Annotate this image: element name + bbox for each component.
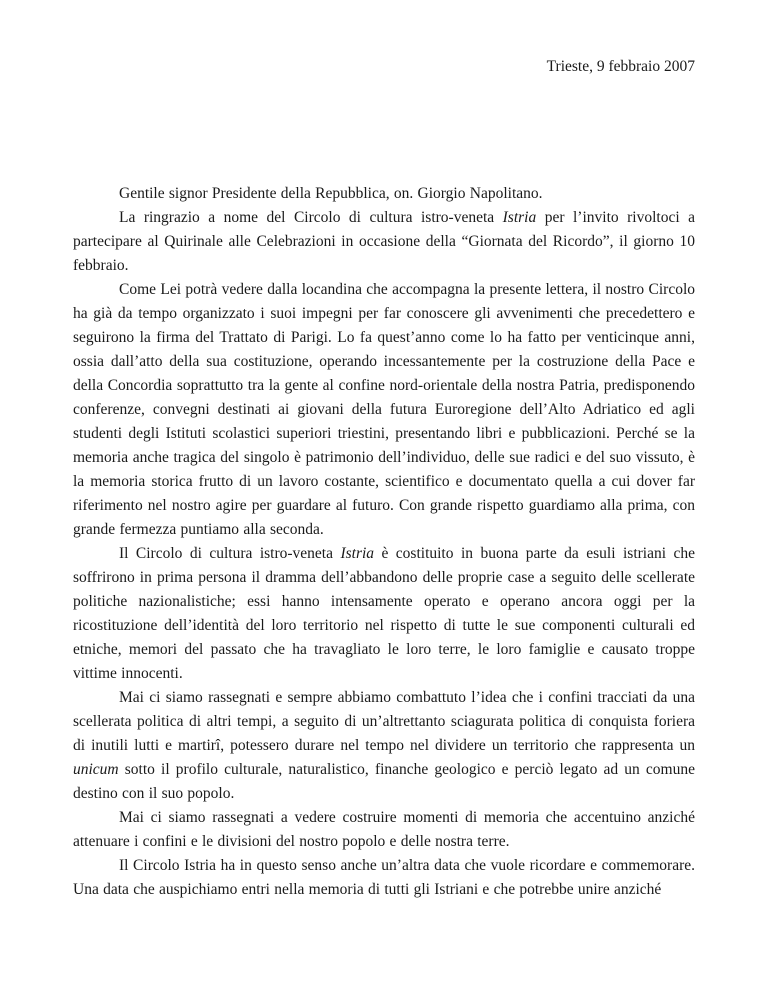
italic-run: Istria xyxy=(340,545,375,562)
italic-run: unicum xyxy=(73,761,119,778)
text-run: Il Circolo di cultura istro-veneta xyxy=(119,545,341,562)
text-run: Mai ci siamo rassegnati a vedere costruire momenti di memoria che accentuino anziché attenuare i confini e le divisioni del nostro popolo e delle nostra terre. xyxy=(73,809,695,850)
text-run: è costituito in buona parte da esuli istriani che soffrirono in prima persona il dramma dell’abbandono delle proprie case a seguito delle scellerate politiche nazionalistiche; essi hanno intensamente operato e operano ancora oggi per la ricostituzione dell’identità del loro territorio nel rispetto di tutte le sue componenti culturali ed etniche, memori del passato che ha travagliato le loro terre, le loro famiglie e causato troppe vittime innocenti. xyxy=(73,545,695,682)
letter-paragraph xyxy=(73,278,695,542)
text-run: Il Circolo Istria ha in questo senso anche un’altra data che vuole ricordare e commemorare. Una data che auspichiamo entri nella memoria di tutti gli Istriani e che potrebbe unire anziché xyxy=(73,857,695,898)
text-run: per l’invito rivoltoci a partecipare al Quirinale alle Celebrazioni in occasione della “Giornata del Ricordo”, il giorno 10 febbraio. xyxy=(73,209,695,274)
text-run: La ringrazio a nome del Circolo di cultura istro-veneta xyxy=(119,209,503,226)
letter-paragraph xyxy=(73,686,695,806)
text-run: sotto il profilo culturale, naturalistico, finanche geologico e perciò legato ad un comune destino con il suo popolo. xyxy=(73,761,695,802)
letter-paragraph xyxy=(73,542,695,686)
text-run: Mai ci siamo rassegnati e sempre abbiamo combattuto l’idea che i confini tracciati da una scellerata politica di altri tempi, a seguito di un’altrettanto sciagurata politica di conquista foriera di inutili lutti e martirî, potessero durare nel tempo nel dividere un territorio che rappresenta un xyxy=(73,689,695,754)
letter-paragraph xyxy=(73,854,695,902)
letter-paragraph xyxy=(73,206,695,278)
letter-paragraph xyxy=(73,806,695,854)
text-run: Come Lei potrà vedere dalla locandina che accompagna la presente lettera, il nostro Circolo ha già da tempo organizzato i suoi impegni per far conoscere gli avvenimenti che precedettero e seguirono la firma del Trattato di Parigi. Lo fa quest’anno come lo ha fatto per venticinque anni, ossia dall’atto della sua costituzione, operando incessantemente per la costruzione della Pace e della Concordia soprattutto tra la gente al confine nord-orientale della nostra Patria, predisponendo conferenze, convegni destinati ai giovani della futura Euroregione dell’Alto Adriatico ed agli studenti degli Istituti scolastici superiori triestini, presentando libri e pubblicazioni. Perché se la memoria anche tragica del singolo è patrimonio dell’individuo, delle sue radici e del suo vissuto, è la memoria storica frutto di un lavoro costante, scientifico e documentato quella a cui dover far riferimento nel nostro agire per guardare al futuro. Con grande rispetto guardiamo alla prima, con grande fermezza puntiamo alla seconda. xyxy=(73,281,695,538)
letter-paragraph xyxy=(73,182,695,206)
dateline: Trieste, 9 febbraio 2007 xyxy=(546,58,695,75)
letter-body xyxy=(73,182,695,902)
italic-run: Istria xyxy=(502,209,537,226)
text-run: Gentile signor Presidente della Repubblica, on. Giorgio Napolitano. xyxy=(119,185,543,202)
